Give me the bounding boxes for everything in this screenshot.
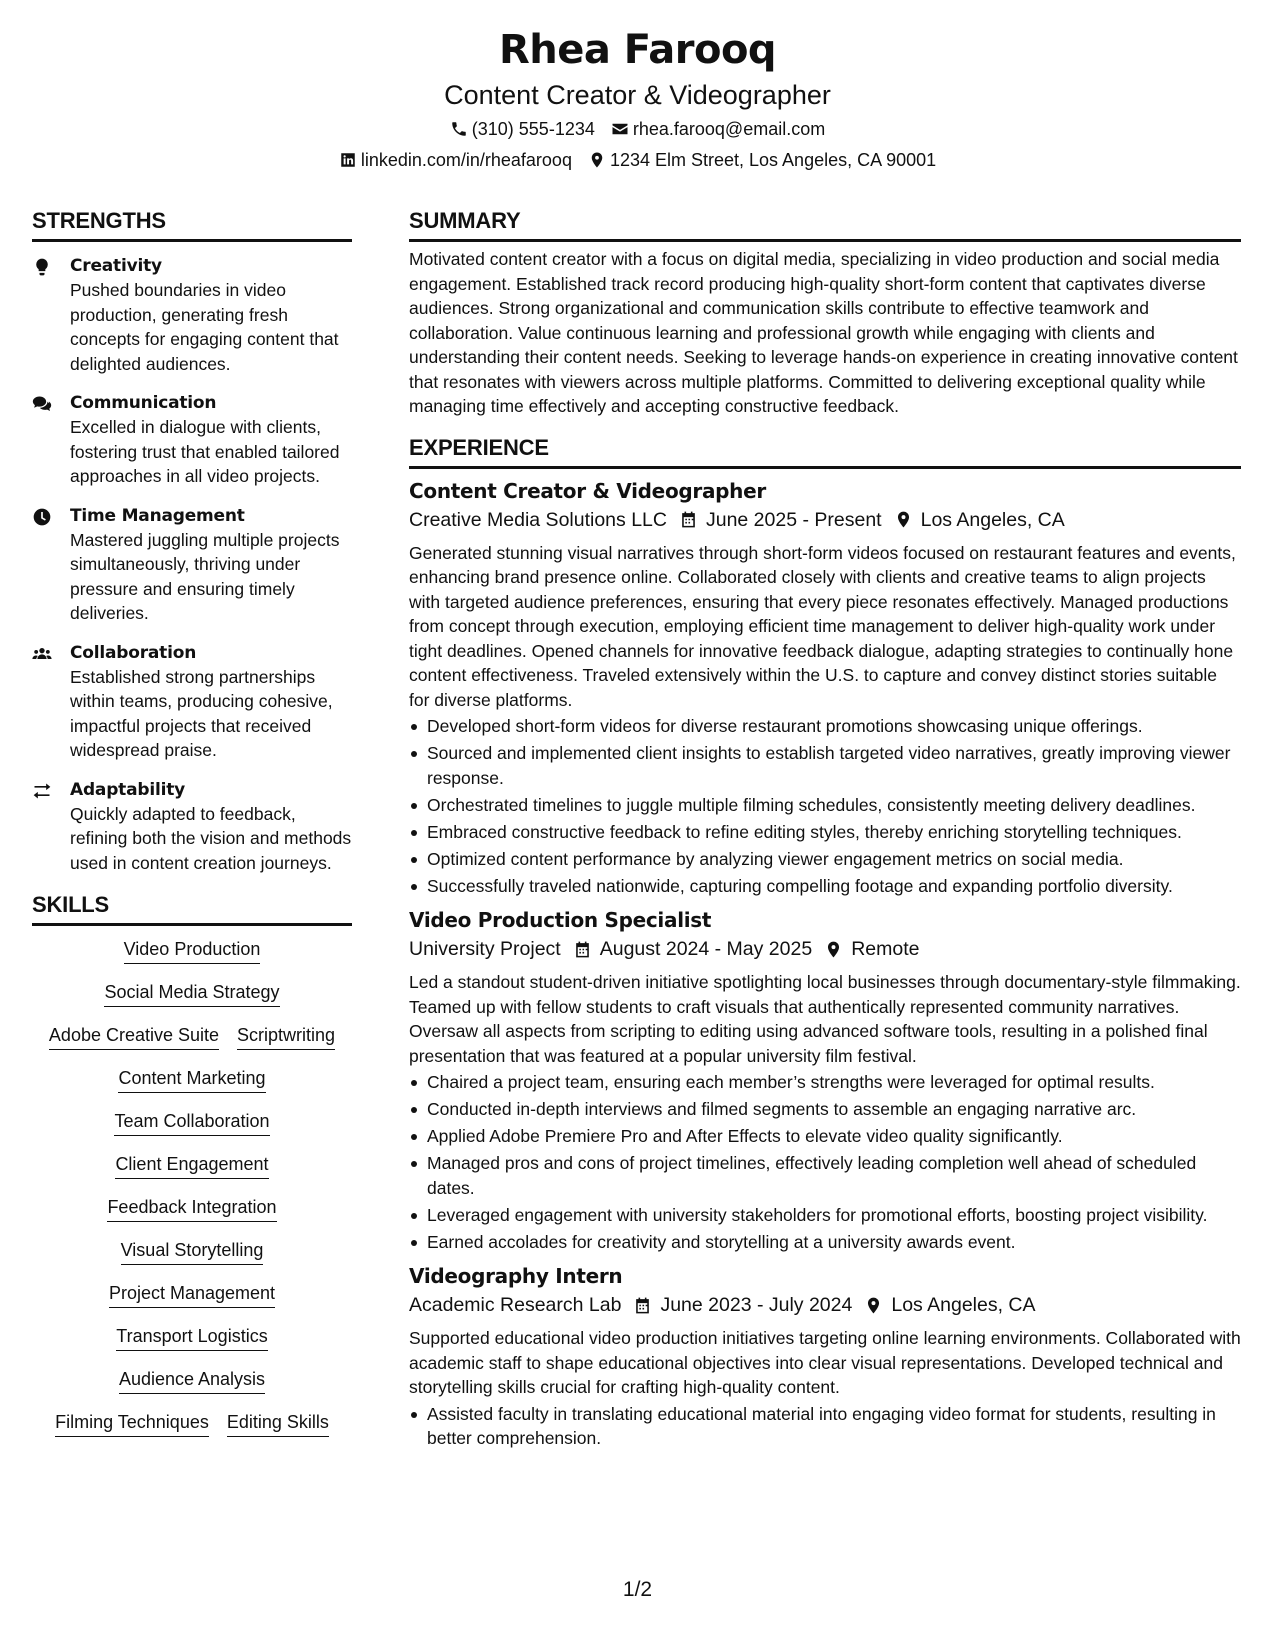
job-company: Academic Research Lab (409, 1294, 622, 1316)
strength-item (32, 391, 352, 489)
strength-desc: Mastered juggling multiple projects simultaneously, thriving under pressure and ensuring timely deliveries. (70, 529, 340, 623)
phone-number: (310) 555-1234 (471, 119, 595, 139)
skill-tag: Project Management (109, 1282, 275, 1308)
skill-tag: Video Production (124, 938, 261, 964)
comments-icon (32, 394, 52, 414)
job-meta (409, 934, 1241, 964)
job-company: Creative Media Solutions LLC (409, 508, 667, 531)
job-title: Content Creator & Videographer (409, 478, 766, 503)
skill-tag: Feedback Integration (107, 1196, 276, 1222)
linkedin-url[interactable]: linkedin.com/in/rheafarooq (360, 150, 572, 170)
skills-section (32, 890, 352, 1437)
calendar-icon (633, 1296, 652, 1315)
list-item: Orchestrated timelines to juggle multiple filming schedules, consistently meeting delivery deadlines. (409, 793, 1241, 818)
email-item (611, 117, 825, 141)
job-description: Generated stunning visual narratives through short-form videos focused on restaurant features and events, enhancing brand presence online. Collaborated closely with clients and creative teams to align projects with targeted audience preferences, ensuring that every piece resonates effectively. Managed productions from concept through execution, employing efficient time management to deliver high-quality work under tight deadlines. Opened channels for innovative feedback dialogue, adapting strategies to continually hone content effectiveness. Traveled extensively within the U.S. to capture and convey distinct stories suitable for diverse platforms. (409, 542, 1236, 710)
skill-tag: Social Media Strategy (104, 981, 279, 1007)
job-location: Remote (851, 938, 920, 960)
skills-heading: SKILLS (32, 890, 352, 926)
job-entry (409, 1262, 1241, 1451)
job-dates: August 2024 - May 2025 (599, 938, 813, 960)
address: 1234 Elm Street, Los Angeles, CA 90001 (609, 150, 937, 170)
email-address[interactable]: rhea.farooq@email.com (632, 119, 826, 139)
list-item: Embraced constructive feedback to refine editing styles, thereby enriching storytelling techniques. (409, 820, 1241, 845)
list-item: Developed short-form videos for diverse restaurant promotions showcasing unique offerings. (409, 714, 1241, 739)
skill-tag: Transport Logistics (116, 1325, 267, 1351)
clock-icon (32, 507, 52, 527)
strength-desc: Excelled in dialogue with clients, fostering trust that enabled tailored approaches in all video projects. (70, 417, 340, 486)
job-bullets (409, 714, 1241, 898)
address-item (588, 148, 936, 172)
list-item: Assisted faculty in translating educational material into engaging video format for students, resulting in better comprehension. (409, 1402, 1241, 1451)
job-bullets (409, 1070, 1241, 1254)
list-item: Optimized content performance by analyzing viewer engagement metrics on social media. (409, 847, 1241, 872)
contact-row-1 (0, 117, 1275, 141)
job-entry (409, 906, 1241, 1254)
lightbulb-icon (32, 257, 52, 277)
strength-title: Time Management (70, 505, 245, 526)
phone-icon (450, 120, 468, 138)
strength-title: Communication (70, 393, 217, 413)
strength-desc: Established strong partnerships within teams, producing cohesive, impactful projects that received widespread praise. (70, 666, 333, 760)
map-pin-icon (864, 1296, 883, 1315)
list-item: Leveraged engagement with university stakeholders for promotional efforts, boosting project visibility. (409, 1203, 1241, 1228)
skill-tag: Audience Analysis (119, 1368, 265, 1394)
strength-item (32, 641, 352, 763)
list-item: Chaired a project team, ensuring each member’s strengths were leveraged for optimal results. (409, 1070, 1241, 1095)
strength-desc: Quickly adapted to feedback, refining both the vision and methods used in content creation journeys. (70, 803, 352, 873)
strength-item (32, 504, 352, 626)
map-pin-icon (588, 151, 606, 169)
experience-heading: EXPERIENCE (409, 433, 1241, 469)
skill-tag: Team Collaboration (114, 1110, 269, 1136)
skill-tag: Editing Skills (227, 1411, 329, 1437)
strength-desc: Pushed boundaries in video production, generating fresh concepts for engaging content that delighted audiences. (70, 280, 339, 374)
strength-title: Adaptability (70, 779, 186, 800)
resume-header (0, 22, 1275, 172)
page-number: 1/2 (622, 1578, 653, 1601)
contact-row-2 (0, 148, 1275, 172)
envelope-icon (611, 120, 629, 138)
skill-tag: Filming Techniques (55, 1411, 209, 1437)
strength-title: Collaboration (70, 642, 197, 663)
job-dates: June 2023 - July 2024 (660, 1294, 853, 1316)
strengths-heading: STRENGTHS (32, 206, 352, 242)
list-item: Applied Adobe Premiere Pro and After Effects to elevate video quality significantly. (409, 1124, 1241, 1149)
list-item: Successfully traveled nationwide, capturing compelling footage and expanding portfolio diversity. (409, 874, 1241, 899)
job-company: University Project (409, 938, 561, 960)
job-entry (409, 477, 1241, 899)
phone-item (450, 117, 595, 141)
job-meta (409, 505, 1241, 535)
skill-tag: Content Marketing (118, 1067, 265, 1093)
linkedin-icon (339, 151, 357, 169)
map-pin-icon (824, 940, 843, 959)
job-title: Video Production Specialist (409, 908, 712, 932)
job-location: Los Angeles, CA (891, 1294, 1036, 1316)
job-description: Supported educational video production initiatives targeting online learning environments. Collaborated with academic staff to shape educational objectives into clear visual representations. Developed technical and storytelling skills crucial for crafting high-quality content. (409, 1328, 1241, 1397)
job-description: Led a standout student-driven initiative spotlighting local businesses through documentary-style filmmaking. Teamed up with fellow students to craft visuals that authentically represented community narratives. Oversaw all aspects from scripting to editing using advanced software tools, resulting in a polished final presentation that was featured at a popular university film festival. (409, 972, 1241, 1066)
left-column (32, 206, 352, 1437)
candidate-name: Rhea Farooq (498, 27, 777, 73)
skill-tag: Client Engagement (115, 1153, 268, 1179)
linkedin-item (339, 148, 572, 172)
list-item: Managed pros and cons of project timelines, effectively leading completion well ahead of scheduled dates. (409, 1151, 1241, 1200)
skill-tag: Adobe Creative Suite (49, 1024, 219, 1050)
candidate-title: Content Creator & Videographer (444, 80, 831, 110)
calendar-icon (679, 510, 698, 529)
list-item: Conducted in-depth interviews and filmed segments to assemble an engaging narrative arc. (409, 1097, 1241, 1122)
list-item: Earned accolades for creativity and storytelling at a university awards event. (409, 1230, 1241, 1255)
strength-title: Creativity (70, 256, 162, 276)
strength-item (32, 778, 352, 876)
summary-text: Motivated content creator with a focus on digital media, specializing in video production and social media engagement. Established track record producing high-quality short-form content that captivates diverse audiences. Strong organizational and communication skills contribute to effective teamwork and collaboration. Value continuous learning and professional growth while engaging with clients and understanding their content needs. Seeking to leverage hands-on experience in creating innovative content that resonates with viewers across multiple platforms. Committed to delivering exceptional quality while managing time effectively and accepting constructive feedback. (409, 249, 1238, 416)
users-icon (32, 644, 52, 664)
arrows-exchange-icon (32, 781, 52, 801)
strength-item (32, 254, 352, 376)
skill-tag: Scriptwriting (237, 1024, 335, 1050)
job-bullets (409, 1402, 1241, 1451)
map-pin-icon (894, 510, 913, 529)
skill-tag: Visual Storytelling (121, 1239, 264, 1265)
job-dates: June 2025 - Present (705, 508, 882, 531)
job-meta (409, 1290, 1241, 1320)
job-location: Los Angeles, CA (920, 508, 1065, 531)
skills-list (32, 938, 352, 1437)
summary-heading: SUMMARY (409, 206, 1241, 242)
strengths-list (32, 254, 352, 875)
right-column (409, 206, 1241, 1453)
list-item: Sourced and implemented client insights to establish targeted video narratives, greatly improving viewer response. (409, 741, 1241, 790)
calendar-icon (573, 940, 592, 959)
job-title: Videography Intern (409, 1264, 623, 1288)
